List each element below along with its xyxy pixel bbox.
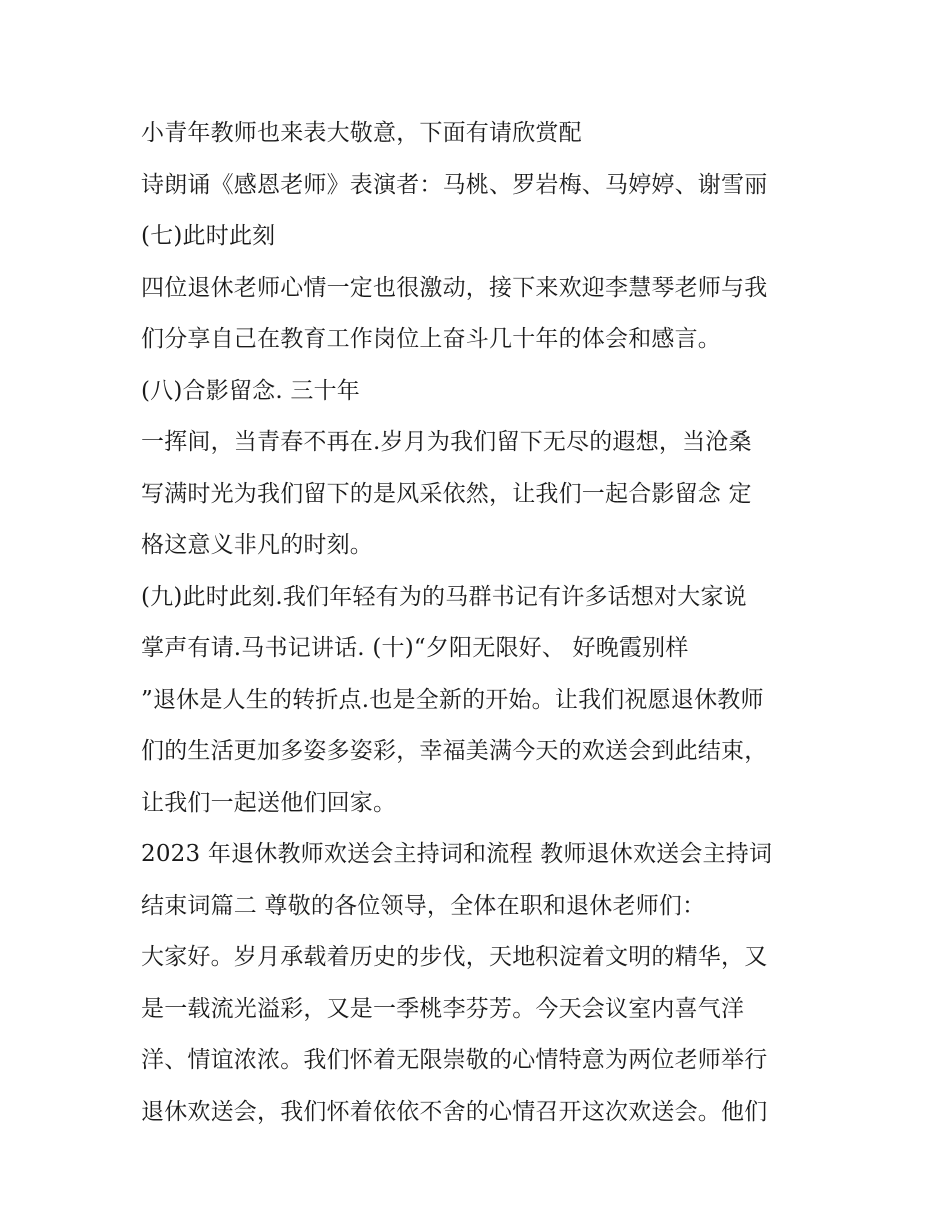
- text-line: 们的生活更加多姿多姿彩，幸福美满今天的欢送会到此结束，: [141, 738, 768, 764]
- text-line: 结束词篇二 尊敬的各位领导，全体在职和退休老师们：: [141, 892, 706, 919]
- text-line: 们分享自己在教育工作岗位上奋斗几十年的体会和感言。: [141, 326, 721, 352]
- text-line: 一挥间，当青春不再在.岁月为我们留下无尽的遐想，当沧桑: [141, 429, 752, 455]
- document-body: [141, 108, 831, 1138]
- text-line: 掌声有请.马书记讲话. (十)“夕阳无限好、 好晚霞别样: [141, 635, 689, 661]
- text-line: 四位退休老师心情一定也很激动，接下来欢迎李慧琴老师与我: [141, 274, 768, 301]
- text-line: (九)此时此刻.我们年轻有为的马群书记有许多话想对大家说: [141, 583, 747, 610]
- text-line: 2023 年退休教师欢送会主持词和流程 教师退休欢送会主持词: [141, 841, 773, 867]
- text-line: 是一载流光溢彩，又是一季桃李芬芳。今天会议室内喜气洋: [141, 995, 745, 1022]
- text-line: (七)此时此刻: [141, 223, 276, 249]
- text-line: (八)合影留念. 三十年: [141, 377, 360, 404]
- text-line: 写满时光为我们留下的是风采依然，让我们一起合影留念 定: [141, 480, 752, 507]
- text-line: 让我们一起送他们回家。: [141, 789, 397, 816]
- text-line: 格这意义非凡的时刻。: [141, 532, 373, 558]
- text-line: ”退休是人生的转折点.也是全新的开始。让我们祝愿退休教师: [141, 686, 764, 713]
- text-line: 洋、情谊浓浓。我们怀着无限崇敬的心情特意为两位老师举行: [141, 1047, 768, 1073]
- text-line: 诗朗诵《感恩老师》表演者：马桃、罗岩梅、马婷婷、谢雪丽: [141, 171, 768, 198]
- text-line: 大家好。岁月承载着历史的步伐，天地积淀着文明的精华，又: [141, 944, 768, 970]
- text-line: 退休欢送会，我们怀着依依不舍的心情召开这次欢送会。他们: [141, 1098, 768, 1125]
- text-line: 小青年教师也来表大敬意，下面有请欣赏配: [141, 120, 582, 146]
